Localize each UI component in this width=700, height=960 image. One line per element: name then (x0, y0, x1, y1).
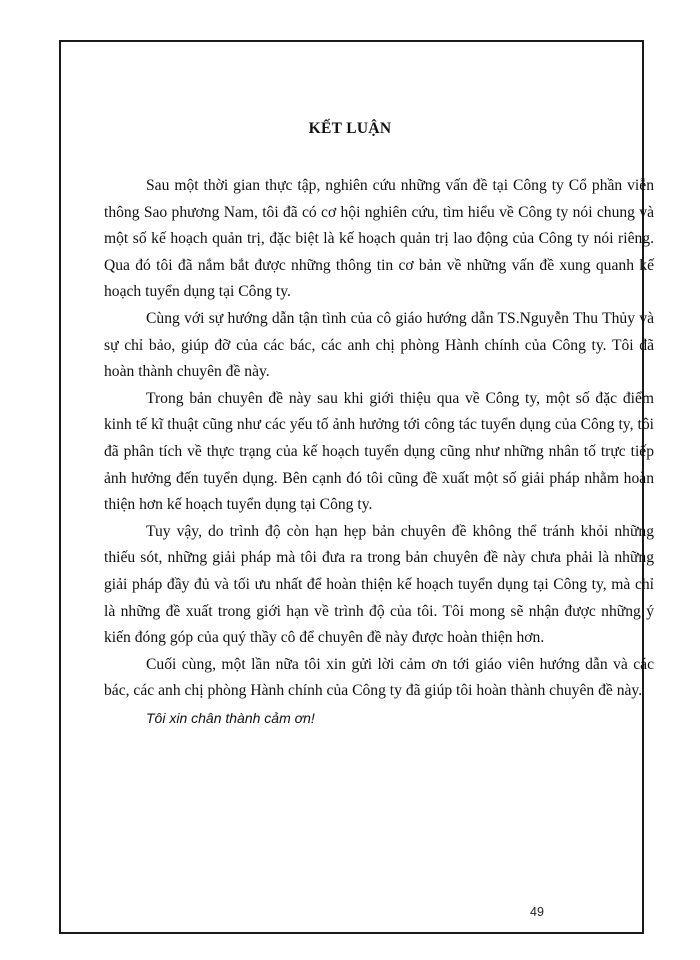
paragraph-3: Trong bản chuyên đề này sau khi giới thiệu qua về Công ty, một số đặc điểm kinh tế kĩ thuật cũng như các yếu tố ảnh hưởng tới công tác tuyển dụng của Công ty, tôi đã phân tích về thực trạng của kế hoạch tuyển dụng cũng như những nhân tố trực tiếp ảnh hưởng đến tuyển dụng. Bên cạnh đó tôi cũng đề xuất một số giải pháp nhằm hoàn thiện hơn kế hoạch tuyển dụng tại Công ty. (104, 389, 654, 514)
closing-line: Tôi xin chân thành cảm ơn! (146, 709, 315, 726)
document-body (104, 173, 654, 731)
page-title: KẾT LUẬN (308, 120, 392, 137)
paragraph-4: Tuy vậy, do trình độ còn hạn hẹp bản chuyên đề không thể tránh khỏi những thiếu sót, những giải pháp mà tôi đưa ra trong bản chuyên đề này chưa phải là những giải pháp đầy đủ và tối ưu nhất để hoàn thiện kế hoạch tuyển dụng tại Công ty, mà chỉ là những đề xuất trong giới hạn về trình độ của tôi. Tôi mong sẽ nhận được những ý kiến đóng góp của quý thầy cô để chuyên đề này được hoàn thiện hơn. (104, 522, 654, 647)
page-number: 49 (530, 905, 544, 919)
paragraph-1: Sau một thời gian thực tập, nghiên cứu những vấn đề tại Công ty Cổ phần viễn thông Sao phương Nam, tôi đã có cơ hội nghiên cứu, tìm hiểu về Công ty nói chung và một số kế hoạch quản trị, đặc biệt là kế hoạch quản trị lao động của Công ty nói riêng. Qua đó tôi đã nắm bắt được những thông tin cơ bản về những vấn đề xung quanh kế hoạch tuyển dụng tại Công ty. (104, 177, 654, 301)
paragraph-5: Cuối cùng, một lần nữa tôi xin gửi lời cảm ơn tới giáo viên hướng dẫn và các bác, các anh chị phòng Hành chính của Công ty đã giúp tôi hoàn thành chuyên đề này. (104, 655, 654, 700)
paragraph-2: Cùng với sự hướng dẫn tận tình của cô giáo hướng dẫn TS.Nguyễn Thu Thủy và sự chỉ bảo, giúp đỡ của các bác, các anh chị phòng Hành chính của Công ty. Tôi đã hoàn thành chuyên đề này. (104, 309, 654, 381)
